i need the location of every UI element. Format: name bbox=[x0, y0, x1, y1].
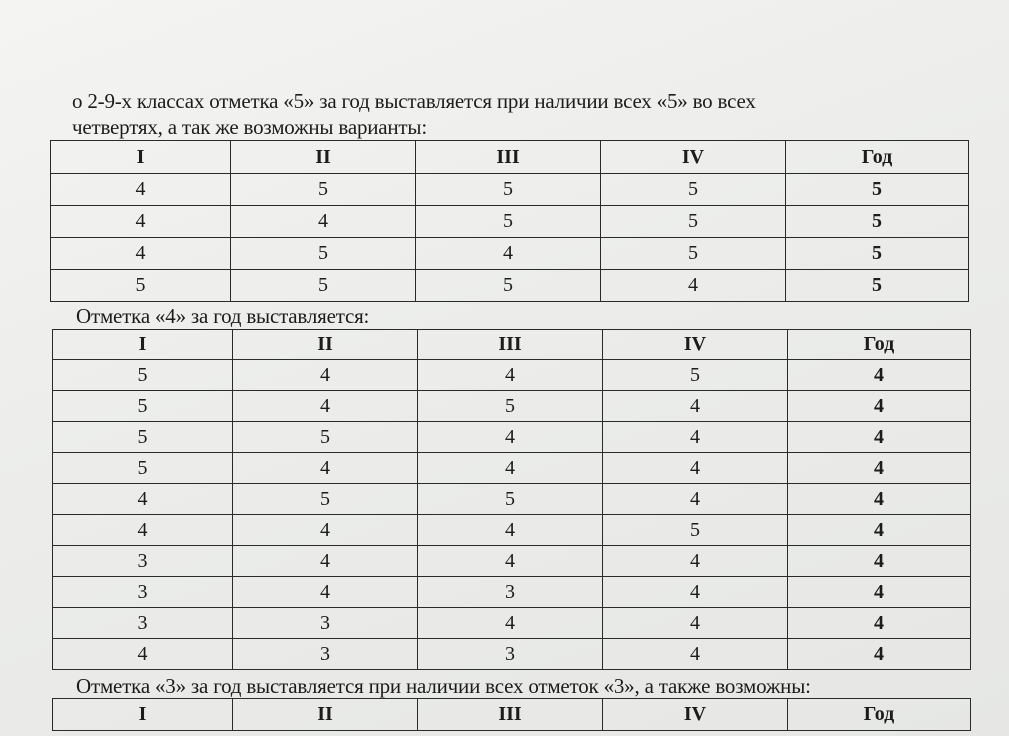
table-row bbox=[53, 360, 971, 391]
table-header-row bbox=[51, 141, 969, 174]
quarter-1-cell: 3 bbox=[53, 577, 233, 608]
year-cell: 5 bbox=[786, 270, 969, 302]
quarter-4-cell: 5 bbox=[603, 360, 788, 391]
quarter-3-cell: 5 bbox=[418, 484, 603, 515]
intro-line-1: о 2-9-х классах отметка «5» за год выставляется при наличии всех «5» во всех bbox=[72, 89, 756, 113]
quarter-1-cell: 3 bbox=[53, 608, 233, 639]
quarter-2-cell: 4 bbox=[233, 546, 418, 577]
table-row bbox=[51, 270, 969, 302]
quarter-4-cell: 4 bbox=[603, 577, 788, 608]
table-row bbox=[53, 453, 971, 484]
year-cell: 4 bbox=[788, 453, 971, 484]
quarter-2-cell: 5 bbox=[231, 238, 416, 270]
quarter-3-cell: 4 bbox=[418, 546, 603, 577]
quarter-3-cell: 4 bbox=[418, 453, 603, 484]
quarter-3-cell: 3 bbox=[418, 577, 603, 608]
quarter-1-cell: 5 bbox=[53, 422, 233, 453]
quarter-4-cell: 4 bbox=[603, 422, 788, 453]
quarter-2-cell: 4 bbox=[233, 391, 418, 422]
year-cell: 5 bbox=[786, 206, 969, 238]
quarter-1-cell: 3 bbox=[53, 546, 233, 577]
table-row bbox=[51, 238, 969, 270]
quarter-4-cell: 4 bbox=[603, 639, 788, 670]
quarter-2-cell: 3 bbox=[233, 639, 418, 670]
quarter-1-cell: 4 bbox=[53, 515, 233, 546]
header-quarter-3: III bbox=[416, 141, 601, 174]
table-row bbox=[53, 546, 971, 577]
quarter-2-cell: 3 bbox=[233, 608, 418, 639]
year-cell: 4 bbox=[788, 360, 971, 391]
header-quarter-3: III bbox=[418, 330, 603, 360]
header-quarter-2: II bbox=[233, 699, 418, 731]
header-quarter-4: IV bbox=[603, 699, 788, 731]
quarter-3-cell: 4 bbox=[418, 360, 603, 391]
year-cell: 5 bbox=[786, 238, 969, 270]
quarter-4-cell: 4 bbox=[603, 391, 788, 422]
quarter-2-cell: 4 bbox=[233, 360, 418, 391]
grade-4-table bbox=[52, 329, 971, 670]
quarter-4-cell: 5 bbox=[601, 206, 786, 238]
grade-5-table bbox=[50, 140, 969, 302]
quarter-1-cell: 4 bbox=[51, 206, 231, 238]
quarter-2-cell: 4 bbox=[233, 515, 418, 546]
quarter-2-cell: 4 bbox=[233, 453, 418, 484]
header-quarter-3: III bbox=[418, 699, 603, 731]
table-row bbox=[53, 422, 971, 453]
quarter-2-cell: 5 bbox=[233, 484, 418, 515]
header-quarter-2: II bbox=[233, 330, 418, 360]
header-quarter-4: IV bbox=[601, 141, 786, 174]
quarter-1-cell: 5 bbox=[53, 391, 233, 422]
quarter-2-cell: 5 bbox=[231, 270, 416, 302]
quarter-3-cell: 5 bbox=[418, 391, 603, 422]
quarter-4-cell: 5 bbox=[601, 238, 786, 270]
year-cell: 4 bbox=[788, 546, 971, 577]
header-quarter-2: II bbox=[231, 141, 416, 174]
year-cell: 4 bbox=[788, 484, 971, 515]
quarter-1-cell: 5 bbox=[51, 270, 231, 302]
table-header-row bbox=[53, 330, 971, 360]
quarter-1-cell: 4 bbox=[51, 174, 231, 206]
quarter-3-cell: 5 bbox=[416, 206, 601, 238]
year-cell: 4 bbox=[788, 577, 971, 608]
quarter-3-cell: 3 bbox=[418, 639, 603, 670]
quarter-1-cell: 5 bbox=[53, 360, 233, 391]
header-quarter-1: I bbox=[53, 699, 233, 731]
quarter-1-cell: 4 bbox=[53, 639, 233, 670]
quarter-4-cell: 4 bbox=[603, 484, 788, 515]
year-cell: 4 bbox=[788, 422, 971, 453]
grade-3-table bbox=[52, 698, 971, 731]
table-row bbox=[51, 174, 969, 206]
year-cell: 4 bbox=[788, 515, 971, 546]
header-quarter-1: I bbox=[51, 141, 231, 174]
year-cell: 4 bbox=[788, 608, 971, 639]
quarter-3-cell: 4 bbox=[418, 422, 603, 453]
intro-line-2: четвертях, а так же возможны варианты: bbox=[72, 115, 427, 139]
quarter-1-cell: 4 bbox=[51, 238, 231, 270]
quarter-3-cell: 4 bbox=[416, 238, 601, 270]
quarter-2-cell: 5 bbox=[233, 422, 418, 453]
caption-grade-3: Отметка «3» за год выставляется при наличии всех отметок «3», а также возможны: bbox=[76, 674, 811, 698]
quarter-3-cell: 4 bbox=[418, 515, 603, 546]
quarter-4-cell: 5 bbox=[601, 174, 786, 206]
header-year: Год bbox=[786, 141, 969, 174]
quarter-4-cell: 4 bbox=[603, 608, 788, 639]
quarter-4-cell: 4 bbox=[603, 453, 788, 484]
quarter-1-cell: 5 bbox=[53, 453, 233, 484]
quarter-4-cell: 4 bbox=[601, 270, 786, 302]
table-row bbox=[53, 577, 971, 608]
year-cell: 4 bbox=[788, 391, 971, 422]
quarter-2-cell: 4 bbox=[231, 206, 416, 238]
table-row bbox=[53, 608, 971, 639]
table-row bbox=[51, 206, 969, 238]
table-row bbox=[53, 639, 971, 670]
quarter-1-cell: 4 bbox=[53, 484, 233, 515]
quarter-4-cell: 5 bbox=[603, 515, 788, 546]
table-row bbox=[53, 484, 971, 515]
year-cell: 4 bbox=[788, 639, 971, 670]
quarter-2-cell: 5 bbox=[231, 174, 416, 206]
table-header-row bbox=[53, 699, 971, 731]
quarter-3-cell: 5 bbox=[416, 174, 601, 206]
year-cell: 5 bbox=[786, 174, 969, 206]
caption-grade-4: Отметка «4» за год выставляется: bbox=[76, 304, 370, 328]
table-row bbox=[53, 391, 971, 422]
header-year: Год bbox=[788, 699, 971, 731]
quarter-3-cell: 4 bbox=[418, 608, 603, 639]
quarter-4-cell: 4 bbox=[603, 546, 788, 577]
header-quarter-1: I bbox=[53, 330, 233, 360]
quarter-2-cell: 4 bbox=[233, 577, 418, 608]
header-year: Год bbox=[788, 330, 971, 360]
table-row bbox=[53, 515, 971, 546]
header-quarter-4: IV bbox=[603, 330, 788, 360]
quarter-3-cell: 5 bbox=[416, 270, 601, 302]
